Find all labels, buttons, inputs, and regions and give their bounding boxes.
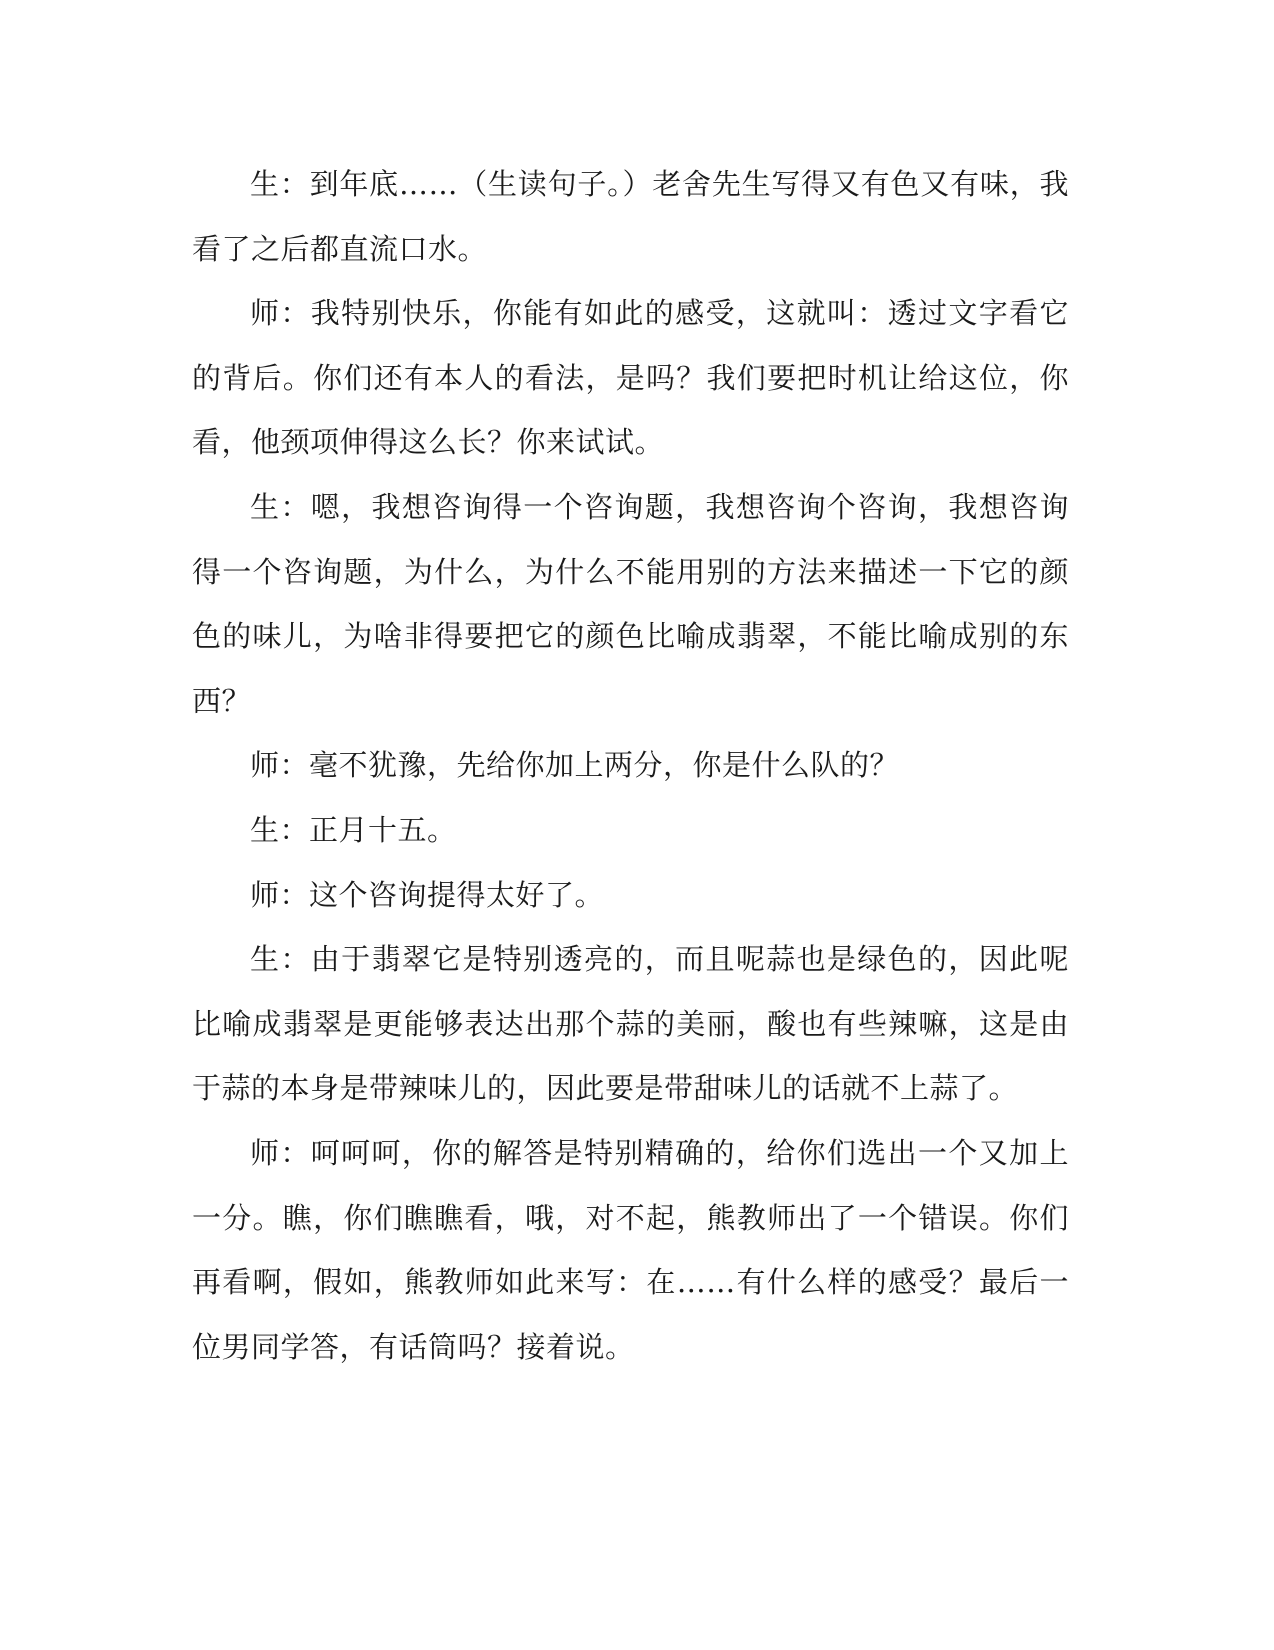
paragraph-student-question: 生：嗯，我想咨询得一个咨询题，我想咨询个咨询，我想咨询得一个咨询题，为什么，为什么不能用别的方法来描述一下它的颜色的味儿，为啥非得要把它的颜色比喻成翡翠，不能比喻成别的东西？ xyxy=(192,489,1069,718)
paragraph-teacher-response: 师：我特别快乐，你能有如此的感受，这就叫：透过文字看它的背后。你们还有本人的看法，是吗？我们要把时机让给这位，你看，他颈项伸得这么长？你来试试。 xyxy=(192,296,1069,460)
paragraph-student-team: 生：正月十五。 xyxy=(250,812,457,847)
paragraph-student-answer: 生：由于翡翠它是特别透亮的，而且呢蒜也是绿色的，因此呢比喻成翡翠是更能够表达出那个蒜的美丽，酸也有些辣嘛，这是由于蒜的本身是带辣味儿的，因此要是带甜味儿的话就不上蒜了。 xyxy=(192,942,1069,1106)
paragraph-teacher-praise: 师：这个咨询提得太好了。 xyxy=(250,877,605,912)
paragraph-teacher-points: 师：毫不犹豫，先给你加上两分，你是什么队的？ xyxy=(250,748,900,783)
paragraph-student-reading: 生：到年底……（生读句子。）老舍先生写得又有色又有味，我看了之后都直流口水。 xyxy=(192,167,1069,266)
document-body xyxy=(192,152,1069,1379)
paragraph-teacher-followup: 师：呵呵呵，你的解答是特别精确的，给你们选出一个又加上一分。瞧，你们瞧瞧看，哦，对不起，熊教师出了一个错误。你们再看啊，假如，熊教师如此来写：在……有什么样的感受？最后一位男同学答，有话筒吗？接着说。 xyxy=(192,1135,1069,1364)
